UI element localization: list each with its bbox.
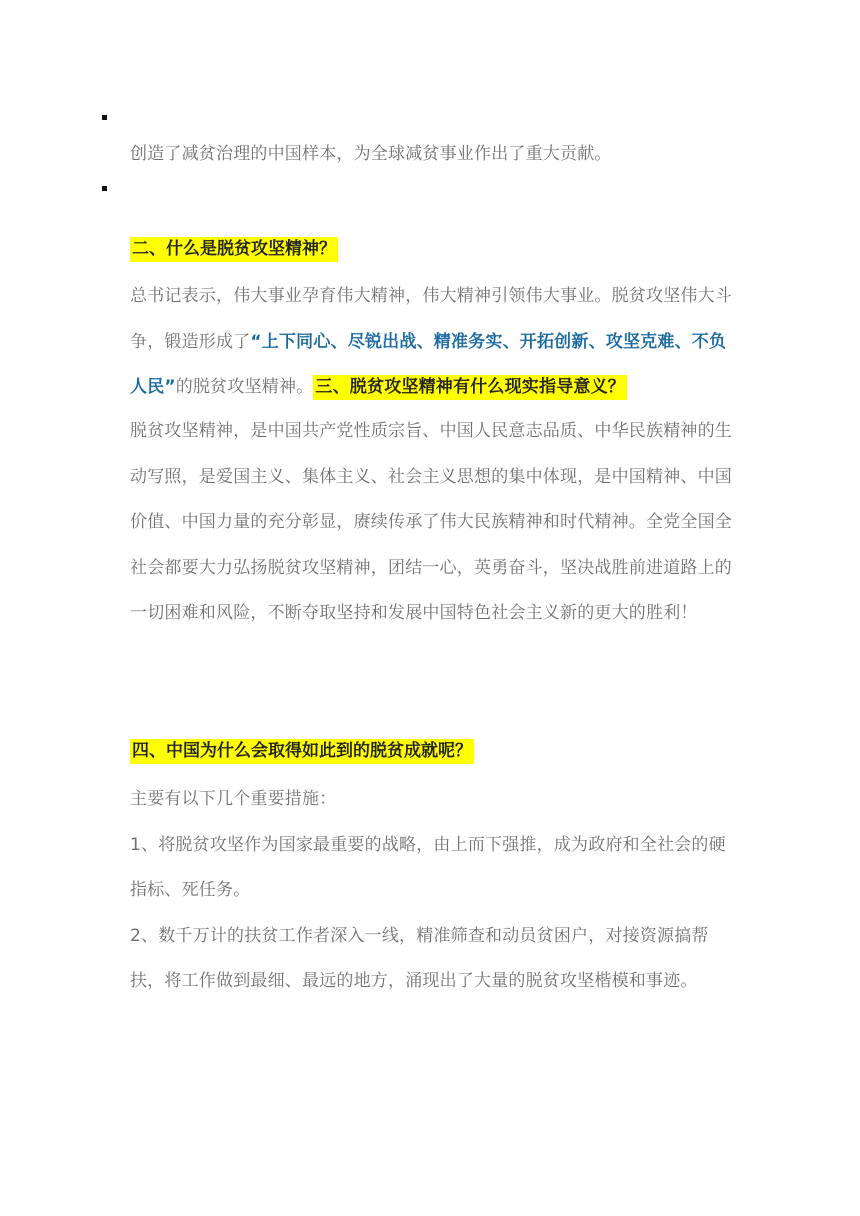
- section-4-intro: 主要有以下几个重要措施：: [130, 789, 337, 809]
- section-4-heading-highlight: 四、中国为什么会取得如此到的脱贫成就呢？: [130, 739, 474, 764]
- measure-item-2: 2、数千万计的扶贫工作者深入一线，精准筛查和动员贫困户，对接资源搞帮扶，将工作做到最细、最远的地方，涌现出了大量的脱贫攻坚楷模和事迹。: [130, 925, 709, 991]
- spirit-emphasis-text: “上下同心、尽锐出战、精准务实、开拓创新、攻坚克难、不负人民”: [130, 331, 727, 397]
- bullet-marker: [102, 115, 107, 120]
- section-2-paragraph: [130, 274, 736, 411]
- bullet-marker: [102, 186, 107, 191]
- section-4-body: [130, 777, 736, 1005]
- section-3-heading-highlight: 三、脱贫攻坚精神有什么现实指导意义？: [313, 375, 627, 400]
- measure-item-1: 1、将脱贫攻坚作为国家最重要的战略，由上而下强推，成为政府和全社会的硬指标、死任务。: [130, 834, 726, 900]
- section-2-body-text: 总书记表示，伟大事业孕育伟大精神，伟大精神引领伟大事业。脱贫攻坚伟大斗争，锻造形成了: [130, 286, 732, 352]
- section-2-heading-highlight: 二、什么是脱贫攻坚精神？: [130, 237, 338, 262]
- section-2-heading: [130, 236, 338, 262]
- section-4-heading: [130, 738, 474, 764]
- section-3-paragraph: 脱贫攻坚精神，是中国共产党性质宗旨、中国人民意志品质、中华民族精神的生动写照，是爱国主义、集体主义、社会主义思想的集中体现，是中国精神、中国价值、中国力量的充分彰显，赓续传承了伟大民族精神和时代精神。全党全国全社会都要大力弘扬脱贫攻坚精神，团结一心，英勇奋斗，坚决战胜前进道路上的一切困难和风险，不断夺取坚持和发展中国特色社会主义新的更大的胜利！: [130, 421, 732, 623]
- section-2-body-tail: 的脱贫攻坚精神。: [175, 377, 314, 397]
- intro-paragraph: 创造了减贫治理的中国样本，为全球减贫事业作出了重大贡献。: [130, 144, 612, 164]
